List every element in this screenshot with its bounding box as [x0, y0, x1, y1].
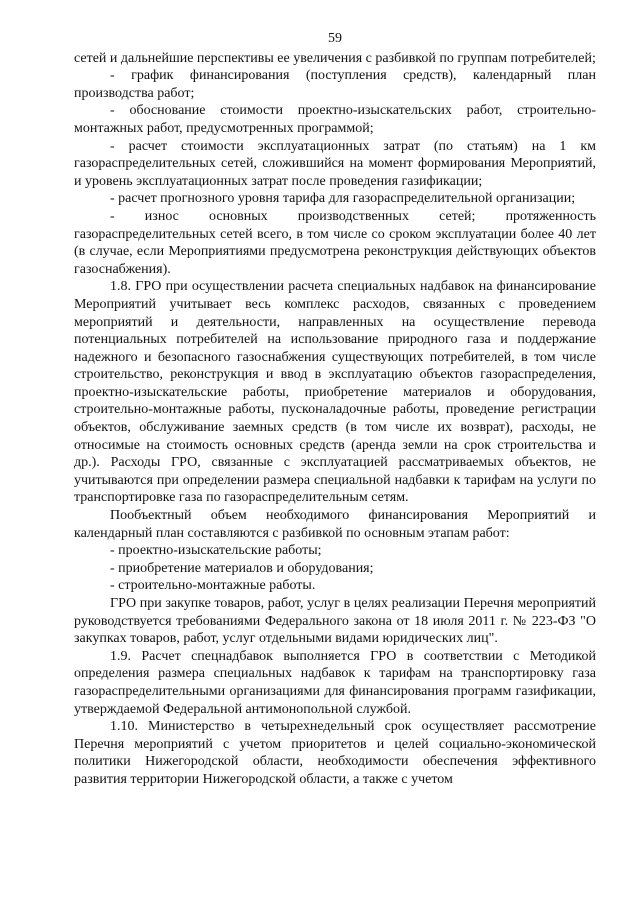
list-item: - строительно-монтажные работы. — [110, 578, 316, 594]
paragraph: 1.8. ГРО при осуществлении расчета специальных надбавок на финансирование Мероприятий учитывает весь комплекс расходов, связанных с проведением мероприятий и деятельности, направленных на осуществление перевода потенциальных потребителей на использование природного газа и поддержание надежного и безопасного газоснабжения существующих потребителей, в том числе строительство, реконструкция и ввод в эксплуатацию объектов газораспределения, проектно-изыскательские работы, приобретение материалов и оборудования, строительно-монтажные работы, пусконаладочные работы, проведение регистрации объектов, обслуживание заемных средств (в том числе их возврат), расходы, не относимые на стоимость основных средств (аренда земли на срок строительства и др.). Расходы ГРО, связанные с эксплуатацией рассматриваемых объектов, не учитываются при определении размера специальной надбавки к тарифам на услуги по транспортировке газа по газораспределительным сетям. — [74, 279, 596, 506]
paragraph: ГРО при закупке товаров, работ, услуг в целях реализации Перечня мероприятий руководствуется требованиями Федерального закона от 18 июля 2011 г. № 223-ФЗ "О закупках товаров, работ, услуг отдельными видами юридических лиц". — [74, 596, 596, 647]
list-item: - расчет стоимости эксплуатационных затрат (по статьям) на 1 км газораспределительных сетей, сложившийся на момент формирования Мероприятий, и уровень эксплуатационных затрат после проведения газификации; — [74, 138, 596, 189]
list-item: - график финансирования (поступления средств), календарный план производства работ; — [74, 68, 596, 101]
list-item: - износ основных производственных сетей; протяженность газораспределительных сетей всего, в том числе со сроком эксплуатации более 40 лет (в случае, если Мероприятиями предусмотрена реконструкция действующих объектов газоснабжения). — [74, 208, 596, 277]
list-item: - расчет прогнозного уровня тарифа для газораспределительной организации; — [110, 191, 576, 207]
page-number: 59 — [328, 31, 342, 46]
document-page — [74, 30, 596, 789]
list-item: - обоснование стоимости проектно-изыскательских работ, строительно-монтажных работ, предусмотренных программой; — [74, 103, 596, 136]
paragraph: Пообъектный объем необходимого финансирования Мероприятий и календарный план составляются с разбивкой по основным этапам работ: — [74, 508, 596, 541]
paragraph: сетей и дальнейшие перспективы ее увеличения с разбивкой по группам потребителей; — [74, 50, 596, 66]
paragraph: 1.10. Министерство в четырехнедельный срок осуществляет рассмотрение Перечня мероприятий с учетом приоритетов и целей социально-экономической политики Нижегородской области, необходимости обеспечения эффективного развития территории Нижегородской области, а также с учетом — [74, 719, 596, 787]
paragraph: 1.9. Расчет спецнадбавок выполняется ГРО в соответствии с Методикой определения размера специальных надбавок к тарифам на транспортировку газа газораспределительными организациями для финансирования программ газификации, утверждаемой Федеральной антимонопольной службой. — [74, 648, 596, 717]
list-item: - проектно-изыскательские работы; — [110, 543, 322, 559]
list-item: - приобретение материалов и оборудования; — [110, 560, 374, 576]
